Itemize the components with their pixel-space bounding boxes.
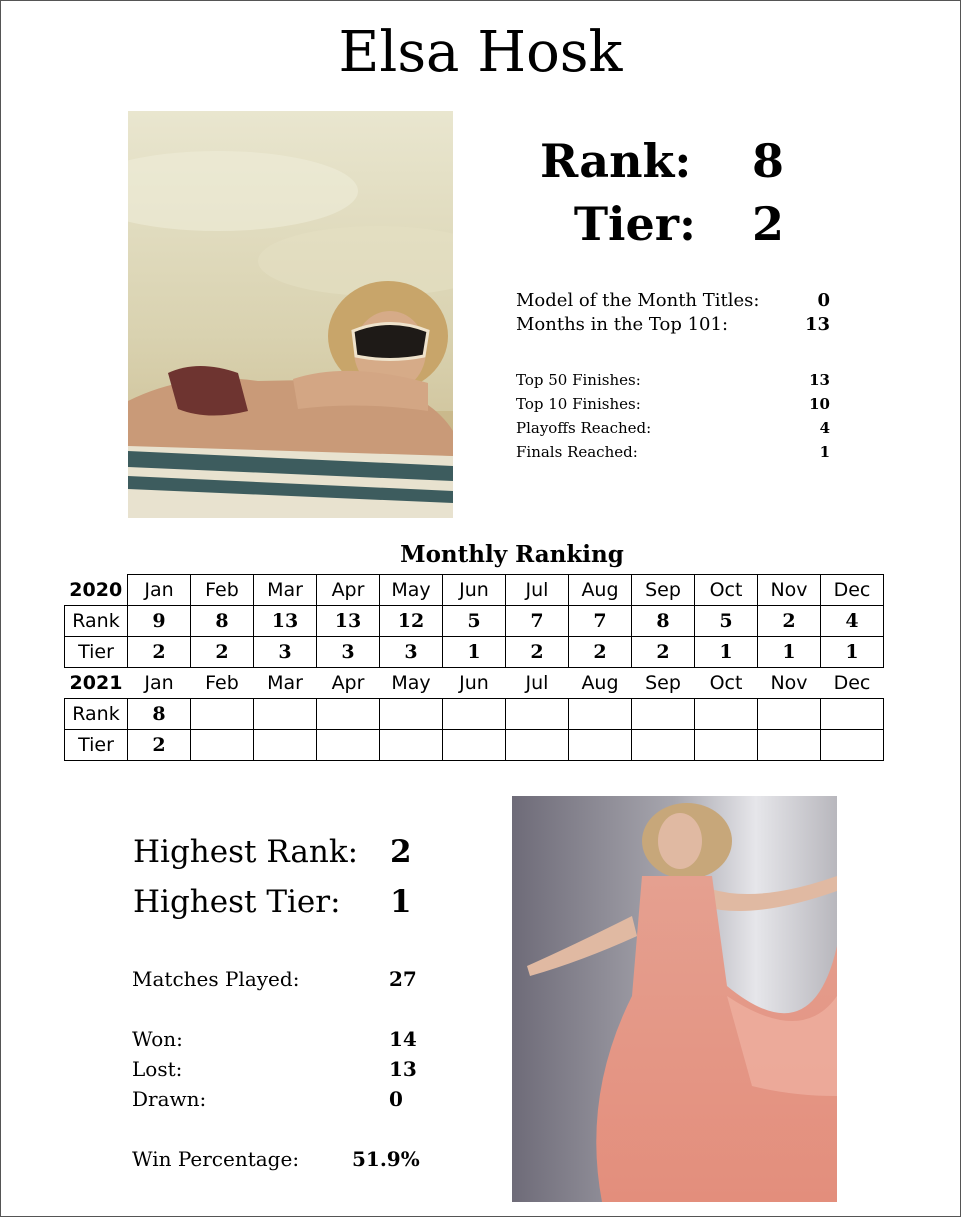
highest-rank-value: 2 bbox=[390, 834, 412, 870]
rank-cell: 8 bbox=[632, 606, 695, 637]
month-cell: Jun bbox=[459, 672, 489, 694]
rank-cell bbox=[317, 699, 380, 730]
tier-cell bbox=[569, 730, 632, 761]
rank-cell bbox=[380, 699, 443, 730]
tier-cell: 1 bbox=[758, 637, 821, 668]
motm-titles-label: Model of the Month Titles: bbox=[516, 290, 760, 311]
finals-label: Finals Reached: bbox=[516, 443, 638, 461]
rank-cell: 4 bbox=[821, 606, 884, 637]
table-row bbox=[65, 668, 884, 699]
tier-cell: 3 bbox=[317, 637, 380, 668]
tier-cell bbox=[506, 730, 569, 761]
tier-cell bbox=[380, 730, 443, 761]
won-label: Won: bbox=[132, 1027, 183, 1051]
table-row bbox=[65, 575, 884, 606]
beach-photo bbox=[128, 111, 453, 518]
rank-cell: 2 bbox=[758, 606, 821, 637]
rank-cell: 12 bbox=[380, 606, 443, 637]
rank-cell bbox=[191, 699, 254, 730]
tier-cell bbox=[317, 730, 380, 761]
month-cell: Aug bbox=[569, 575, 632, 606]
tier-label: Tier: bbox=[573, 197, 696, 251]
tier-cell bbox=[821, 730, 884, 761]
top10-label: Top 10 Finishes: bbox=[516, 395, 641, 413]
tier-value: 2 bbox=[751, 197, 784, 251]
month-cell: Jul bbox=[506, 575, 569, 606]
finals-value: 1 bbox=[819, 443, 830, 461]
playoffs-value: 4 bbox=[819, 419, 830, 437]
drawn-label: Drawn: bbox=[132, 1087, 207, 1111]
lost-label: Lost: bbox=[132, 1057, 183, 1081]
tier-cell: 2 bbox=[128, 730, 191, 761]
tier-cell bbox=[695, 730, 758, 761]
row-label-rank: Rank bbox=[65, 699, 128, 730]
months-top101-value: 13 bbox=[804, 314, 830, 335]
won-value: 14 bbox=[389, 1027, 417, 1051]
month-cell: Dec bbox=[821, 575, 884, 606]
month-cell: Apr bbox=[331, 672, 365, 694]
tier-cell: 2 bbox=[191, 637, 254, 668]
tier-cell: 1 bbox=[695, 637, 758, 668]
matches-played-label: Matches Played: bbox=[132, 967, 300, 991]
win-percentage-value: 51.9% bbox=[352, 1147, 420, 1171]
tier-cell bbox=[191, 730, 254, 761]
rank-value: 8 bbox=[751, 134, 784, 188]
monthly-ranking-table bbox=[64, 574, 884, 761]
tier-cell: 3 bbox=[380, 637, 443, 668]
month-cell: Nov bbox=[758, 575, 821, 606]
dress-photo bbox=[512, 796, 837, 1202]
tier-cell: 1 bbox=[821, 637, 884, 668]
rank-cell: 8 bbox=[128, 699, 191, 730]
table-row bbox=[65, 606, 884, 637]
tier-cell: 2 bbox=[569, 637, 632, 668]
table-row bbox=[65, 699, 884, 730]
tier-cell bbox=[758, 730, 821, 761]
win-percentage-label: Win Percentage: bbox=[132, 1147, 300, 1171]
month-cell: May bbox=[391, 672, 431, 694]
lost-value: 13 bbox=[389, 1057, 417, 1081]
tier-cell: 1 bbox=[443, 637, 506, 668]
month-cell: Sep bbox=[632, 575, 695, 606]
rank-cell bbox=[506, 699, 569, 730]
month-cell: May bbox=[380, 575, 443, 606]
rank-cell: 5 bbox=[443, 606, 506, 637]
model-name-title: Elsa Hosk bbox=[338, 20, 623, 85]
rank-cell bbox=[821, 699, 884, 730]
highest-rank-label: Highest Rank: bbox=[133, 834, 359, 870]
month-cell: Jan bbox=[144, 672, 174, 694]
rank-cell: 7 bbox=[506, 606, 569, 637]
row-label-tier: Tier bbox=[65, 637, 128, 668]
top50-label: Top 50 Finishes: bbox=[516, 371, 641, 389]
top50-value: 13 bbox=[809, 371, 830, 389]
rank-cell: 7 bbox=[569, 606, 632, 637]
year-cell: 2021 bbox=[69, 672, 123, 694]
rank-cell: 13 bbox=[254, 606, 317, 637]
top10-value: 10 bbox=[809, 395, 830, 413]
year-cell: 2020 bbox=[69, 578, 123, 601]
rank-cell: 13 bbox=[317, 606, 380, 637]
tier-cell bbox=[443, 730, 506, 761]
month-cell: Feb bbox=[205, 672, 239, 694]
table-row bbox=[65, 730, 884, 761]
rank-cell bbox=[632, 699, 695, 730]
month-cell: Feb bbox=[191, 575, 254, 606]
tier-cell bbox=[632, 730, 695, 761]
drawn-value: 0 bbox=[389, 1087, 403, 1111]
rank-cell bbox=[695, 699, 758, 730]
tier-cell: 2 bbox=[506, 637, 569, 668]
tier-cell bbox=[254, 730, 317, 761]
monthly-ranking-title: Monthly Ranking bbox=[400, 541, 624, 568]
rank-cell: 8 bbox=[191, 606, 254, 637]
table-row bbox=[65, 637, 884, 668]
rank-cell: 5 bbox=[695, 606, 758, 637]
row-label-tier: Tier bbox=[65, 730, 128, 761]
month-cell: Apr bbox=[317, 575, 380, 606]
rank-cell bbox=[443, 699, 506, 730]
months-top101-label: Months in the Top 101: bbox=[516, 314, 729, 335]
tier-cell: 3 bbox=[254, 637, 317, 668]
rank-cell bbox=[569, 699, 632, 730]
month-cell: Jul bbox=[525, 672, 549, 694]
month-cell: Mar bbox=[267, 672, 303, 694]
month-cell: Oct bbox=[709, 672, 743, 694]
month-cell: Nov bbox=[770, 672, 808, 694]
highest-tier-label: Highest Tier: bbox=[133, 884, 341, 920]
rank-cell bbox=[758, 699, 821, 730]
motm-titles-value: 0 bbox=[817, 290, 830, 311]
month-cell: Aug bbox=[581, 672, 619, 694]
month-cell: Jun bbox=[443, 575, 506, 606]
highest-tier-value: 1 bbox=[390, 884, 412, 920]
month-cell: Dec bbox=[833, 672, 871, 694]
month-cell: Sep bbox=[645, 672, 681, 694]
matches-played-value: 27 bbox=[389, 967, 417, 991]
rank-cell bbox=[254, 699, 317, 730]
row-label-rank: Rank bbox=[65, 606, 128, 637]
month-cell: Jan bbox=[128, 575, 191, 606]
tier-cell: 2 bbox=[632, 637, 695, 668]
rank-label: Rank: bbox=[540, 134, 692, 188]
tier-cell: 2 bbox=[128, 637, 191, 668]
month-cell: Oct bbox=[695, 575, 758, 606]
playoffs-label: Playoffs Reached: bbox=[516, 419, 652, 437]
month-cell: Mar bbox=[254, 575, 317, 606]
rank-cell: 9 bbox=[128, 606, 191, 637]
